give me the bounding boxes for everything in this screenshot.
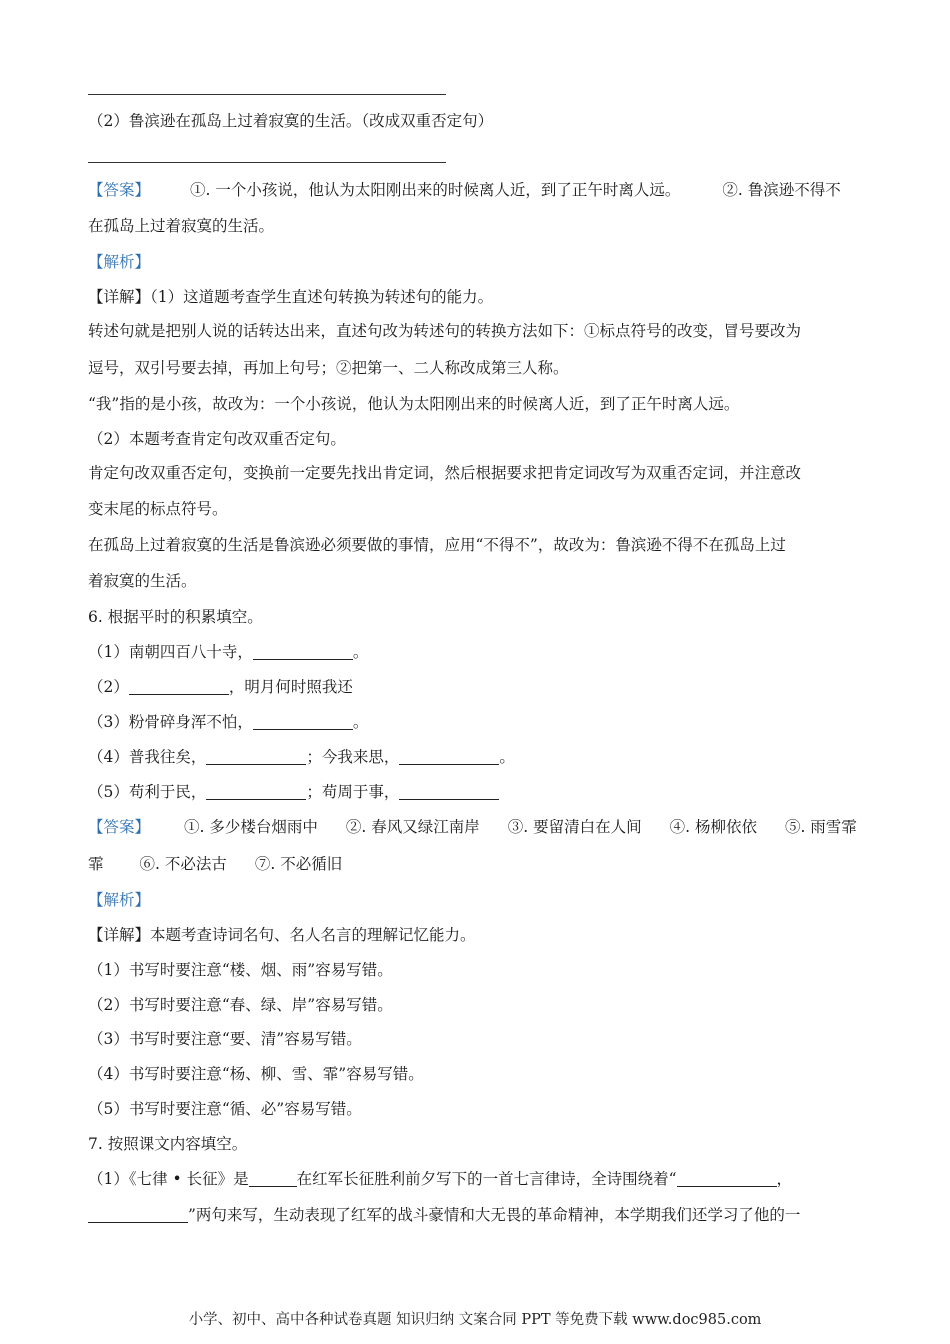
item-text: 。 (352, 643, 369, 661)
answer-item: ⑥. 不必法古 (139, 855, 227, 873)
answer-item: ③. 要留清白在人间 (507, 818, 642, 836)
fill-blank (399, 783, 499, 800)
fill-blank (677, 1170, 777, 1187)
q6-item-2 (88, 677, 866, 697)
answer-item: ②. 春风又绿江南岸 (345, 818, 480, 836)
answer-item: ①. 多少楼台烟雨中 (184, 818, 318, 836)
note-line: （3）书写时要注意“要、清”容易写错。 (88, 1030, 362, 1048)
answer-line (88, 94, 446, 95)
q5-sub2: （2）鲁滨逊在孤岛上过着寂寞的生活。（改成双重否定句） (88, 112, 494, 130)
answer-2-cont: 在孤岛上过着寂寞的生活。 (88, 217, 275, 235)
answer-item: 霏 (88, 855, 104, 873)
answer-tag: 【答案】 (88, 818, 151, 836)
analysis-tag: 【解析】 (88, 891, 151, 909)
paragraph-line: 变末尾的标点符号。 (88, 500, 228, 518)
fill-blank (399, 748, 499, 765)
fill-blank (253, 643, 353, 660)
q6-answer-row (88, 817, 866, 837)
answer-tag: 【答案】 (88, 181, 151, 199)
fill-blank (129, 678, 229, 695)
q6-item-4 (88, 747, 866, 767)
q6-title: 6. 根据平时的积累填空。 (88, 608, 263, 626)
paragraph-line: （2）本题考查肯定句改双重否定句。 (88, 430, 346, 448)
item-text: ， (776, 1170, 793, 1188)
fill-blank (88, 1206, 188, 1223)
q5-detail-row (88, 287, 866, 307)
item-text: （4）普我往矣， (88, 748, 207, 766)
q6-answer-cont (88, 854, 866, 874)
item-text: 在红军长征胜利前夕写下的一首七言律诗，全诗围绕着“ (296, 1170, 677, 1188)
paragraph-line: 着寂寞的生活。 (88, 572, 197, 590)
paragraph-line: 逗号，双引号要去掉，再加上句号；②把第一、二人称改成第三人称。 (88, 359, 569, 377)
fill-blank (249, 1170, 297, 1187)
q6-detail-row (88, 925, 866, 945)
detail-tag: 【详解】 (88, 288, 151, 306)
detail-text: （1）这道题考查学生直述句转换为转述句的能力。 (150, 288, 494, 306)
item-text: ；今我来思， (306, 748, 400, 766)
q5-answer-row (88, 180, 866, 200)
fill-blank (206, 783, 306, 800)
detail-text: 本题考查诗词名句、名人名言的理解记忆能力。 (150, 926, 476, 944)
item-text: （1）南朝四百八十寺， (88, 643, 253, 661)
item-text: （5）苟利于民， (88, 783, 207, 801)
item-text: （2） (88, 678, 129, 696)
answer-item: ⑤. 雨雪霏 (784, 818, 857, 836)
q7-line-2 (88, 1205, 866, 1225)
item-text: 。 (352, 713, 369, 731)
analysis-tag: 【解析】 (88, 253, 151, 271)
item-text: ”两句来写，生动表现了红军的战斗豪情和大无畏的革命精神，本学期我们还学习了他的一 (188, 1206, 801, 1224)
note-line: （2）书写时要注意“春、绿、岸”容易写错。 (88, 996, 393, 1014)
fill-blank (253, 713, 353, 730)
note-line: （4）书写时要注意“杨、柳、雪、霏”容易写错。 (88, 1065, 424, 1083)
q6-item-1 (88, 642, 866, 662)
q6-item-3 (88, 712, 866, 732)
note-line: （1）书写时要注意“楼、烟、雨”容易写错。 (88, 961, 393, 979)
paragraph-line: 肯定句改双重否定句，变换前一定要先找出肯定词，然后根据要求把肯定词改写为双重否定词，并注意改 (88, 464, 802, 482)
detail-tag: 【详解】 (88, 926, 151, 944)
item-text: ，明月何时照我还 (228, 678, 353, 696)
answer-item: ⑦. 不必循旧 (254, 855, 343, 873)
item-text: ；苟周于事， (306, 783, 400, 801)
page-footer: 小学、初中、高中各种试卷真题 知识归纳 文案合同 PPT 等免费下载 www.doc985.com (188, 1312, 762, 1328)
answer-1: ①. 一个小孩说，他认为太阳刚出来的时候离人近，到了正午时离人远。 (190, 181, 681, 199)
item-text: 。 (499, 748, 515, 766)
item-text: （1）《七律 • 长征》是 (88, 1170, 249, 1188)
answer-line (88, 162, 446, 163)
item-text: （3）粉骨碎身浑不怕， (88, 713, 253, 731)
q7-line-1 (88, 1169, 866, 1189)
fill-blank (206, 748, 306, 765)
q6-item-5 (88, 782, 866, 802)
paragraph-line: “我”指的是小孩，故改为：一个小孩说，他认为太阳刚出来的时候离人近，到了正午时离人远。 (88, 395, 740, 413)
q7-title: 7. 按照课文内容填空。 (88, 1135, 248, 1153)
paragraph-line: 在孤岛上过着寂寞的生活是鲁滨逊必须要做的事情，应用“不得不”，故改为：鲁滨逊不得不在孤岛上过 (88, 536, 786, 554)
answer-item: ④. 杨柳依依 (669, 818, 757, 836)
note-line: （5）书写时要注意“循、必”容易写错。 (88, 1100, 362, 1118)
answer-2: ②. 鲁滨逊不得不 (722, 181, 841, 199)
paragraph-line: 转述句就是把别人说的话转达出来，直述句改为转述句的转换方法如下：①标点符号的改变，冒号要改为 (88, 322, 802, 340)
